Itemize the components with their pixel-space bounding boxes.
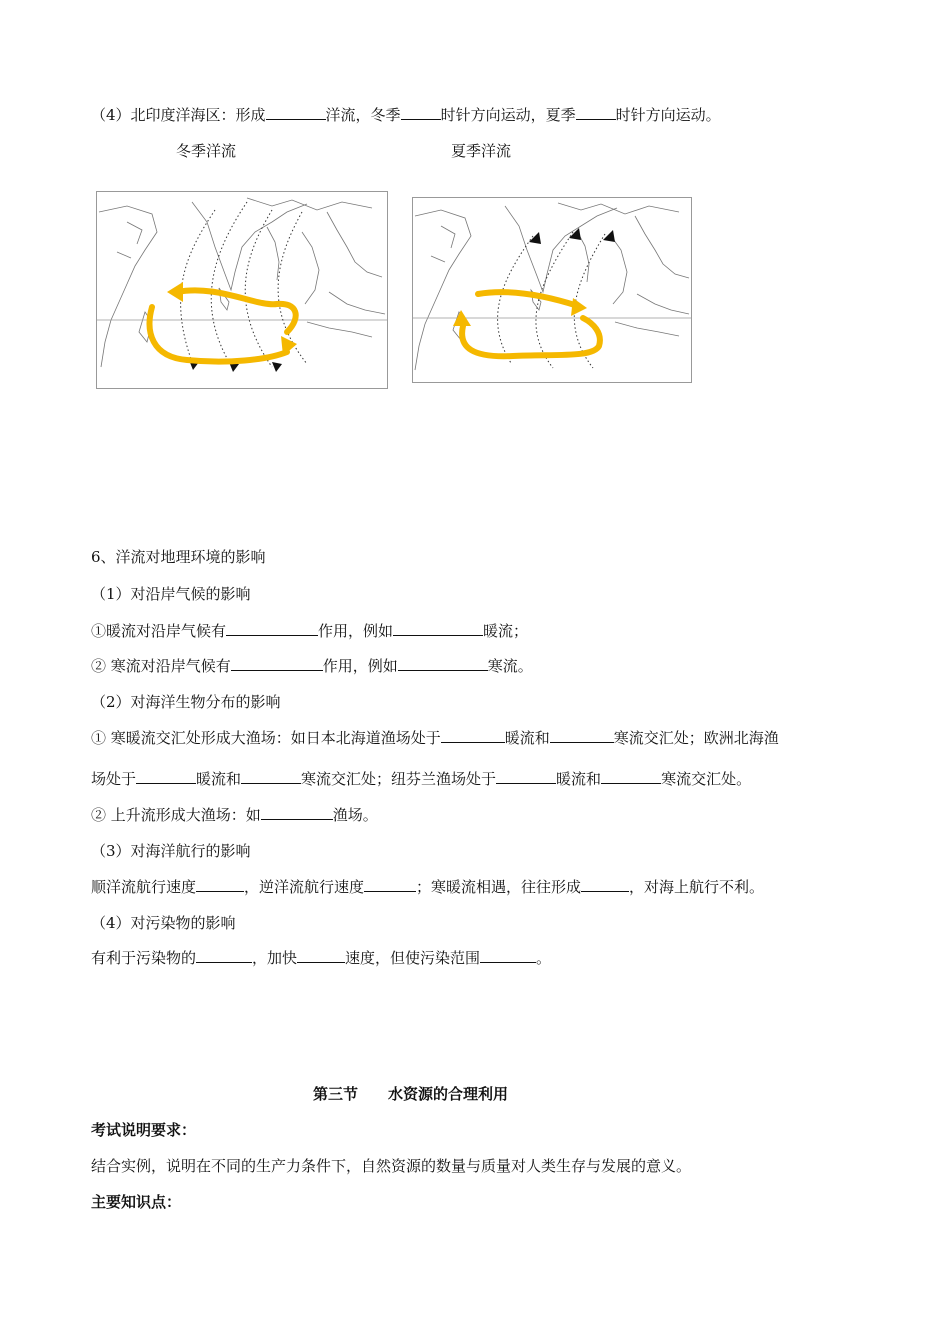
section6-sub4: （4）对污染物的影响 [91, 914, 236, 932]
fish2-blank-3[interactable] [496, 769, 556, 784]
pollution-text-3: 速度，但使污染范围 [345, 949, 481, 967]
section6-sub1: （1）对沿岸气候的影响 [91, 585, 251, 603]
cold-text-1: ② 寒流对沿岸气候有 [91, 657, 231, 675]
fish2-text-4: 暖流和 [556, 770, 602, 788]
wind-arrowheads [529, 228, 615, 244]
pollution-blank-3[interactable] [480, 948, 536, 963]
winter-arrowhead-west [167, 282, 183, 302]
warm-current-line [91, 620, 528, 641]
section6-sub3: （3）对海洋航行的影响 [91, 842, 251, 860]
section6-title: 6、洋流对地理环境的影响 [91, 548, 266, 566]
navigation-line [91, 876, 764, 897]
summer-arrowhead-east [571, 298, 587, 316]
fish2-text-1: 场处于 [91, 770, 137, 788]
nav-text-2: ，逆洋流航行速度 [244, 878, 365, 896]
fish1-text-1: ① 寒暖流交汇处形成大渔场：如日本北海道渔场处于 [91, 729, 441, 747]
coastline-outline [415, 203, 689, 370]
nav-blank-1[interactable] [196, 877, 244, 892]
fish2-text-5: 寒流交汇处。 [661, 770, 752, 788]
section3-heading: 第三节 水资源的合理利用 [313, 1085, 509, 1103]
coastline-outline [99, 198, 385, 367]
warm-text-2: 作用，例如 [318, 622, 394, 640]
warm-blank-1[interactable] [226, 621, 318, 636]
fish1-text-2: 暖流和 [504, 729, 550, 747]
fishery-line-2 [91, 768, 751, 789]
warm-blank-2[interactable] [393, 621, 483, 636]
summer-map-drawing [413, 198, 691, 382]
nav-blank-3[interactable] [581, 877, 629, 892]
q4-blank-2[interactable] [401, 105, 441, 120]
summer-current-loop [462, 292, 600, 356]
cold-current-line [91, 655, 533, 676]
q4-line [91, 104, 721, 125]
q4-blank-1[interactable] [266, 105, 326, 120]
pollution-blank-2[interactable] [297, 948, 345, 963]
winter-map-drawing [97, 192, 387, 388]
fish2-text-3: 寒流交汇处；纽芬兰渔场处于 [301, 770, 497, 788]
pollution-line [91, 947, 551, 968]
summer-current-map [412, 197, 692, 383]
key-points-label: 主要知识点： [91, 1193, 182, 1211]
nav-text-1: 顺洋流航行速度 [91, 878, 197, 896]
nav-text-3: ；寒暖流相遇，往往形成 [416, 878, 582, 896]
pollution-text-1: 有利于污染物的 [91, 949, 197, 967]
pollution-blank-1[interactable] [196, 948, 252, 963]
q4-blank-3[interactable] [576, 105, 616, 120]
summer-map-label: 夏季洋流 [451, 142, 512, 160]
fish1-text-3: 寒流交汇处；欧洲北海渔 [613, 729, 779, 747]
fish2-blank-4[interactable] [601, 769, 661, 784]
section6-sub2: （2）对海洋生物分布的影响 [91, 693, 281, 711]
q4-text-1: （4）北印度洋海区：形成 [91, 106, 266, 124]
nav-text-4: ，对海上航行不利。 [629, 878, 765, 896]
cold-blank-2[interactable] [398, 656, 488, 671]
upwelling-blank-1[interactable] [261, 805, 333, 820]
winter-map-label: 冬季洋流 [176, 142, 237, 160]
pollution-text-2: ，加快 [252, 949, 298, 967]
cold-text-2: 作用，例如 [322, 657, 398, 675]
nav-blank-2[interactable] [364, 877, 416, 892]
fish2-blank-2[interactable] [241, 769, 301, 784]
warm-text-1: ①暖流对沿岸气候有 [91, 622, 227, 640]
fishery-line-1 [91, 727, 779, 748]
exam-requirements-label: 考试说明要求： [91, 1121, 197, 1139]
cold-text-3: 寒流。 [487, 657, 533, 675]
fish2-text-2: 暖流和 [196, 770, 242, 788]
upwelling-text-2: 渔场。 [332, 806, 378, 824]
pollution-text-4: 。 [536, 949, 552, 967]
cold-blank-1[interactable] [231, 656, 323, 671]
exam-requirements-text: 结合实例，说明在不同的生产力条件下，自然资源的数量与质量对人类生存与发展的意义。 [91, 1157, 692, 1175]
fish1-blank-2[interactable] [550, 728, 614, 743]
winter-current-map [96, 191, 388, 389]
upwelling-line [91, 804, 378, 825]
winter-current-loop [150, 290, 296, 361]
q4-text-3: 时针方向运动，夏季 [440, 106, 576, 124]
fish2-blank-1[interactable] [136, 769, 196, 784]
upwelling-text-1: ② 上升流形成大渔场：如 [91, 806, 261, 824]
warm-text-3: 暖流； [483, 622, 529, 640]
q4-text-4: 时针方向运动。 [615, 106, 721, 124]
q4-text-2: 洋流，冬季 [325, 106, 401, 124]
fish1-blank-1[interactable] [441, 728, 505, 743]
